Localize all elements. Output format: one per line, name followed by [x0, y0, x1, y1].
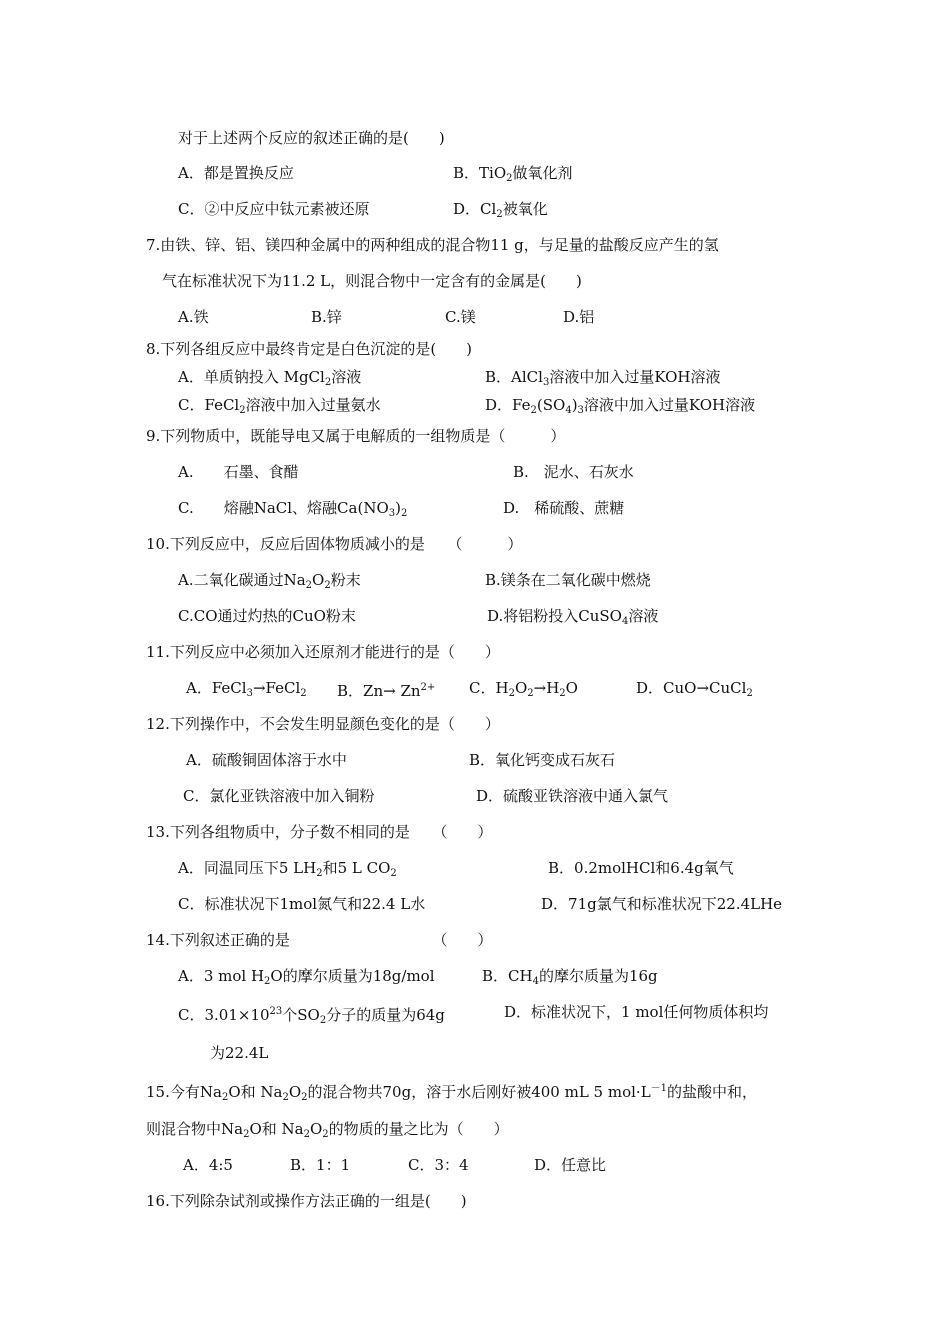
q11-option-a: A．FeCl$_3$→FeCl$_2$	[186, 679, 307, 699]
q15-option-b: B．1：1	[290, 1156, 351, 1174]
q15-option-d: D．任意比	[534, 1156, 607, 1174]
q6-option-c: C．②中反应中钛元素被还原	[178, 200, 370, 218]
q13-stem: 13.下列各组物质中，分子数不相同的是 （ ）	[146, 823, 493, 841]
q15-option-a: A．4:5	[183, 1156, 233, 1174]
q13-option-c: C．标准状况下1mol氮气和22.4 L水	[178, 895, 426, 913]
q13-option-b: B．0.2molHCl和6.4g氧气	[548, 859, 734, 877]
q12-option-d: D．硫酸亚铁溶液中通入氯气	[476, 787, 669, 805]
q15-stem-line1: 15.今有$Na_2O$和 $Na_2O_2$的混合物共70g，溶于水后刚好被400 mL 5 $mol\cdot L^{-1}$的盐酸中和，	[146, 1083, 758, 1103]
q9-stem: 9.下列物质中，既能导电又属于电解质的一组物质是（ ）	[146, 427, 566, 445]
q15-stem-line2: 则混合物中$Na_2O$和 $Na_2O_2$的物质的量之比为（ ）	[146, 1120, 509, 1140]
q12-option-b: B．氧化钙变成石灰石	[469, 751, 616, 769]
q15-option-c: C．3：4	[408, 1156, 469, 1174]
q10-option-a: A.二氧化碳通过$Na_2O_2$粉末	[178, 571, 361, 591]
q7-option-c: C.镁	[445, 308, 476, 326]
q6-option-b: B．TiO$_2$做氧化剂	[453, 164, 573, 184]
q14-stem: 14.下列叙述正确的是 （ ）	[146, 931, 493, 949]
q14-option-b: B．$CH_4$的摩尔质量为16g	[482, 967, 658, 987]
q8-option-a: A．单质钠投入 MgCl$_2$溶液	[178, 368, 362, 388]
q11-option-d: D．CuO→CuCl$_2$	[636, 679, 753, 699]
q10-option-d: D.将铝粉投入CuSO$_4$溶液	[487, 607, 659, 627]
q8-option-c: C．FeCl$_2$溶液中加入过量氨水	[178, 396, 381, 416]
q11-stem: 11.下列反应中必须加入还原剂才能进行的是（ ）	[146, 643, 500, 661]
q9-option-a: A. 石墨、食醋	[178, 463, 299, 481]
q7-option-b: B.锌	[311, 308, 342, 326]
q14-option-d-line2: 为22.4L	[210, 1044, 269, 1062]
q10-option-b: B.镁条在二氧化碳中燃烧	[485, 571, 651, 589]
q7-option-a: A.铁	[178, 308, 209, 326]
q12-stem: 12.下列操作中，不会发生明显颜色变化的是（ ）	[146, 715, 500, 733]
q6-option-a: A．都是置换反应	[178, 164, 294, 182]
q6-stem: 对于上述两个反应的叙述正确的是( )	[178, 129, 445, 147]
q11-option-c: C．$H_2O_2\to H_2O$	[469, 679, 578, 699]
q13-option-d: D．71g氯气和标准状况下22.4LHe	[541, 895, 783, 913]
q8-option-b: B．AlCl$_3$溶液中加入过量KOH溶液	[485, 368, 721, 388]
q14-option-d-line1: D．标准状况下，1 mol任何物质体积均	[504, 1003, 769, 1021]
q6-option-d: D．$Cl_2$被氧化	[453, 200, 548, 220]
q9-option-c: C. 熔融NaCl、熔融$Ca(NO_3)_2$	[178, 499, 408, 519]
q12-option-a: A．硫酸铜固体溶于水中	[186, 751, 347, 769]
q7-option-d: D.铝	[563, 308, 595, 326]
q8-stem: 8.下列各组反应中最终肯定是白色沉淀的是( )	[146, 340, 473, 358]
q10-stem: 10.下列反应中，反应后固体物质减小的是 （ ）	[146, 535, 523, 553]
q14-option-a: A．3 mol $H_2O$的摩尔质量为18g/mol	[178, 967, 435, 987]
q12-option-c: C．氯化亚铁溶液中加入铜粉	[183, 787, 375, 805]
q10-option-c: C.CO通过灼热的CuO粉末	[178, 607, 356, 625]
q11-option-b: B．$Zn\to Zn^{2+}$	[337, 682, 436, 700]
q7-stem-line2: 气在标准状况下为11.2 L，则混合物中一定含有的金属是( )	[162, 272, 582, 290]
q13-option-a: A．同温同压下5 $LH_2$和5 L $CO_2$	[178, 859, 397, 879]
q9-option-d: D. 稀硫酸、蔗糖	[503, 499, 625, 517]
q16-stem: 16.下列除杂试剂或操作方法正确的一组是( )	[146, 1192, 467, 1210]
q9-option-b: B. 泥水、石灰水	[513, 463, 634, 481]
q14-option-c: C．$3.01\times 10^{23}$个$SO_2$分子的质量为64g	[178, 1006, 445, 1026]
q8-option-d: D．$Fe_2(SO_4)_3$溶液中加入过量KOH溶液	[485, 396, 756, 416]
q7-stem-line1: 7.由铁、锌、铝、镁四种金属中的两种组成的混合物11 g，与足量的盐酸反应产生的氢	[146, 236, 719, 254]
